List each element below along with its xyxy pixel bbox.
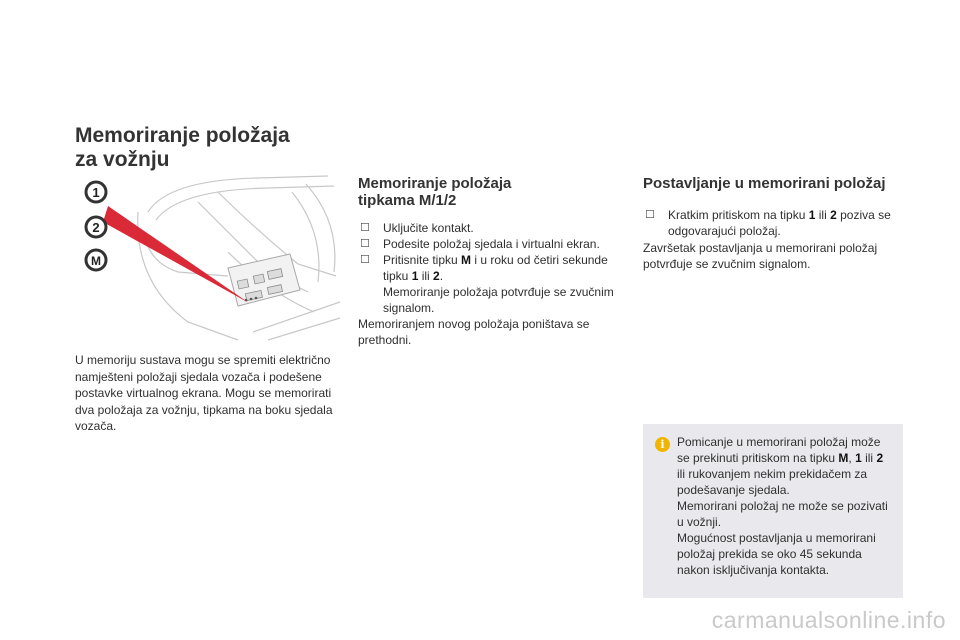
page-title: [75, 124, 335, 172]
page-title-line2: za vožnju: [75, 148, 170, 171]
memorize-steps: [358, 220, 620, 316]
note-paragraph-2: Memorirani položaj ne može se pozivati u vožnji.: [677, 499, 888, 529]
memorize-footer: Memoriranjem novog položaja poništava se prethodni.: [358, 317, 590, 347]
key-m-label: M: [461, 253, 472, 267]
memory-button-1-icon: [86, 182, 106, 202]
key-2-label: 2: [433, 269, 440, 283]
recall-heading: Postavljanje u memorirani položaj: [643, 175, 886, 192]
recall-footer: Završetak postavljanja u memorirani položaj potvrđuje se zvučnim signalom.: [643, 241, 878, 271]
memorize-heading-line2: tipkama M/1/2: [358, 192, 457, 209]
memorize-heading: [358, 175, 618, 209]
arrow-bullet-icon: ☐: [645, 209, 655, 221]
note-paragraph-3: Mogućnost postavljanja u memorirani položaj prekida se oko 45 sekunda nakon isključivanja kontakta.: [677, 531, 876, 577]
memory-button-2-icon: [86, 217, 106, 237]
svg-text:2: 2: [92, 220, 100, 235]
watermark: carmanualsonline.info: [711, 607, 946, 633]
svg-text:M: M: [91, 254, 101, 268]
arrow-bullet-icon: ☐: [360, 222, 370, 234]
confirmation-text: Memoriranje položaja potvrđuje se zvučnim signalom.: [383, 285, 614, 315]
list-item: ☐ Kratkim pritiskom na tipku 1 ili 2 poziva se odgovarajući položaj.: [645, 208, 891, 238]
memory-button-m-icon: [86, 250, 106, 270]
list-item: ☐ Pritisnite tipku M i u roku od četiri sekunde tipku 1 ili 2. Memoriranje položaja potvrđuje se zvučnim signalom.: [358, 252, 620, 316]
list-item: ☐ Podesite položaj sjedala i virtualni ekran.: [360, 237, 600, 251]
arrow-bullet-icon: ☐: [360, 254, 370, 266]
info-icon: i: [655, 437, 670, 452]
note-paragraph-1: Pomicanje u memorirani položaj može se prekinuti pritiskom na tipku M, 1 ili 2 ili rukovanjem nekim prekidačem za podešavanje sjedala.: [677, 435, 884, 497]
page-title-line1: Memoriranje položaja: [75, 124, 290, 147]
arrow-bullet-icon: ☐: [360, 238, 370, 250]
svg-text:1: 1: [92, 185, 100, 200]
recall-steps: [643, 207, 901, 239]
list-item: ☐ Uključite kontakt.: [360, 221, 474, 235]
key-1-label: 1: [411, 269, 419, 283]
memorize-heading-line1: Memoriranje položaja: [358, 175, 512, 192]
key-2-label: 2: [830, 208, 837, 222]
intro-paragraph: U memoriju sustava mogu se spremiti električno namješteni položaji sjedala vozača i podešene postavke virtualnog ekrana. Mogu se memorirati dva položaja za vožnju, tipkama na boku sjedala vozača.: [75, 353, 333, 433]
seat-memory-illustration: [78, 172, 344, 344]
key-1-label: 1: [808, 208, 816, 222]
info-note: [643, 424, 903, 598]
